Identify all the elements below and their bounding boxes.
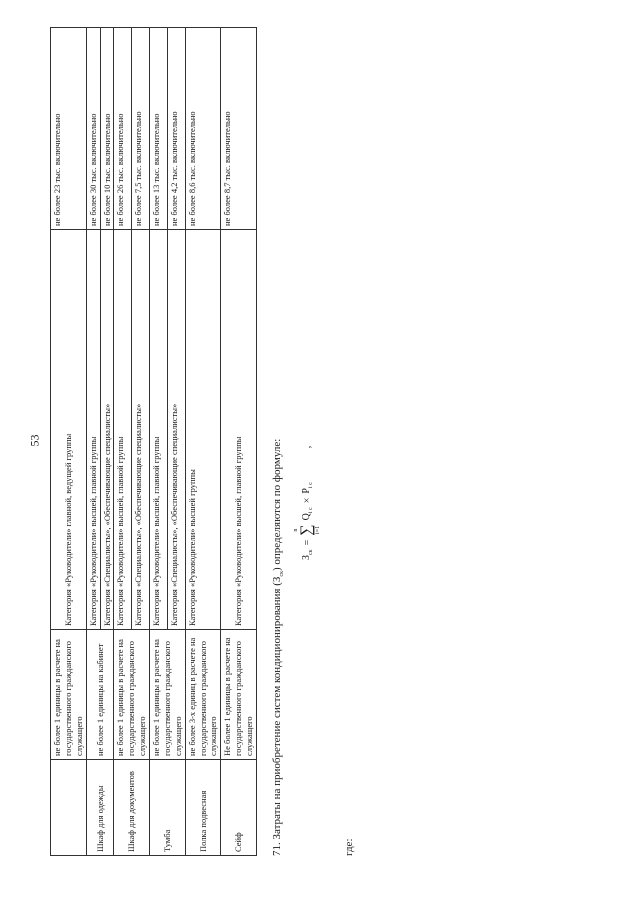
norm-cell: не более 1 единицы на кабинет	[86, 630, 114, 760]
formula	[293, 14, 321, 560]
formula-lhs: $З_{ск}$	[300, 549, 314, 560]
table-row	[51, 28, 87, 856]
paragraph-symbol-sub: ск	[279, 571, 286, 577]
price-cell: не более 8,6 тыс. включительно	[185, 28, 221, 230]
category-cell: Категория «Руководители» высшей группы	[185, 230, 221, 630]
category-cell: Категория «Руководители» высшей, главной группы	[86, 230, 100, 630]
formula-comma: ,	[301, 445, 313, 449]
paragraph-lead: 71. Затраты на приобретение систем кондиционирования (	[270, 582, 283, 856]
table-row	[114, 28, 132, 856]
table-row	[185, 28, 221, 856]
table-row	[86, 28, 100, 856]
table-row	[150, 28, 168, 856]
item-cell: Шкаф для документов	[114, 760, 150, 856]
norm-cell: Не более 1 единицы в расчете на государственного гражданского служащего	[221, 630, 257, 760]
item-cell: Тумба	[150, 760, 186, 856]
category-cell: Категория «Руководители» высшей, главной группы	[114, 230, 132, 630]
item-cell: Полка подвесная	[185, 760, 221, 856]
furniture-norms-table	[50, 27, 257, 856]
category-cell: Категория «Руководители» высшей, главной группы	[150, 230, 168, 630]
rotated-page-content	[50, 14, 610, 880]
norm-cell: не более 3-х единиц в расчете на государственного гражданского служащего	[185, 630, 221, 760]
price-cell: не более 7,5 тыс. включительно	[132, 28, 150, 230]
paragraph-tail: ) определяются по формуле:	[270, 438, 283, 571]
sigma-symbol: ∑	[298, 524, 316, 536]
category-cell: Категория «Руководители» высшей, главной группы	[221, 230, 257, 630]
item-cell: Шкаф для одежды	[86, 760, 114, 856]
sum-lower-limit: i=1	[315, 526, 322, 535]
formula-equals: =	[301, 539, 313, 546]
price-cell: не более 4,2 тыс. включительно	[167, 28, 185, 230]
price-cell: не более 10 тыс. включительно	[100, 28, 114, 230]
where-label: где:	[343, 838, 356, 856]
category-cell: Категория «Специалисты», «Обеспечивающие специалисты»	[100, 230, 114, 630]
formula-term-q: $Q_{i с}$	[300, 507, 314, 521]
page-number: 53	[27, 434, 42, 447]
item-cell: Сейф	[221, 760, 257, 856]
price-cell: не более 13 тыс. включительно	[150, 28, 168, 230]
sum-upper-limit: n	[293, 528, 300, 532]
item-cell	[51, 760, 87, 856]
category-cell: Категория «Специалисты», «Обеспечивающие специалисты»	[167, 230, 185, 630]
sum-operator	[293, 524, 321, 535]
price-cell: не более 26 тыс. включительно	[114, 28, 132, 230]
price-cell: не более 30 тыс. включительно	[86, 28, 100, 230]
norm-cell: не более 1 единицы в расчете на государственного гражданского служащего	[51, 630, 87, 760]
price-cell: не более 8,7 тыс. включительно	[221, 28, 257, 230]
category-cell: Категория «Специалисты», «Обеспечивающие специалисты»	[132, 230, 150, 630]
category-cell: Категория «Руководители» главной, ведущей группы	[51, 230, 87, 630]
table-row	[221, 28, 257, 856]
paragraph-symbol: З	[270, 576, 283, 583]
formula-term-p: $P_{i с}$	[300, 482, 314, 494]
price-cell: не более 23 тыс. включительно	[51, 28, 87, 230]
norm-cell: не более 1 единицы в расчете на государственного гражданского служащего	[150, 630, 186, 760]
formula-times: ×	[301, 497, 313, 504]
paragraph-71	[271, 14, 285, 856]
norm-cell: не более 1 единицы в расчете на государственного гражданского служащего	[114, 630, 150, 760]
